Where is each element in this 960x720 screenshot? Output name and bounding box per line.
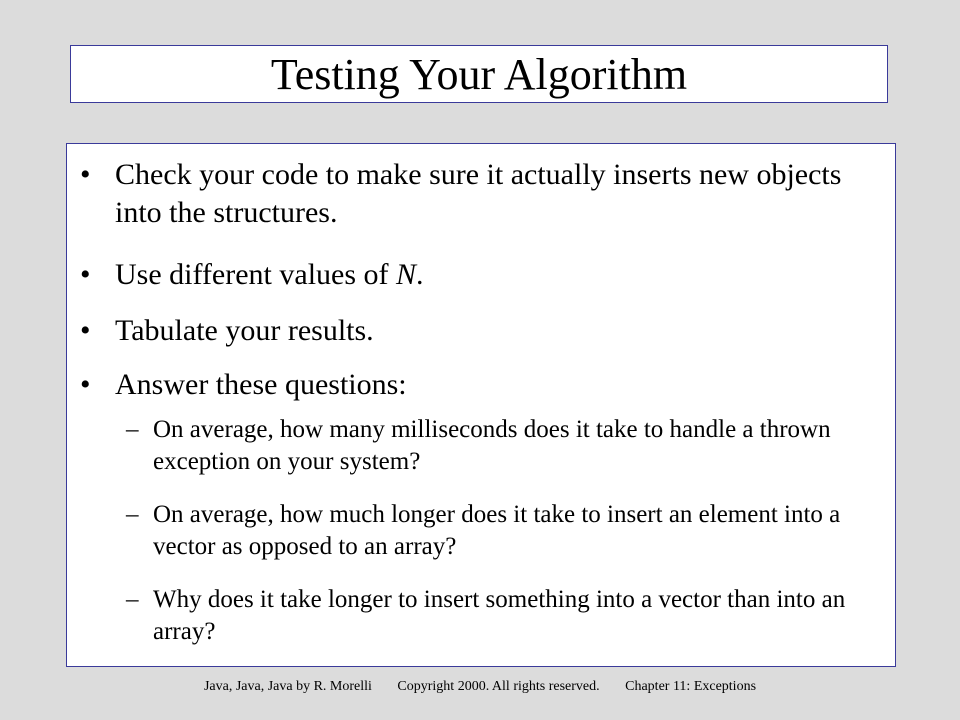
- bullet-marker: •: [80, 158, 91, 191]
- bullet-item: [80, 312, 860, 350]
- bullet-marker: •: [80, 314, 91, 347]
- sub-bullet-marker: –: [126, 586, 139, 613]
- footer-book: Java, Java, Java by R. Morelli: [203, 679, 372, 694]
- slide-content-box: [66, 143, 896, 667]
- bullet-text: Tabulate your results.: [115, 314, 374, 347]
- bullet-item: [80, 156, 860, 232]
- bullet-text-end: .: [416, 258, 424, 291]
- bullet-text-start: Use different values of: [115, 258, 397, 291]
- bullet-marker: •: [80, 258, 91, 291]
- bullet-text-emphasis: N: [396, 258, 417, 291]
- sub-bullet-marker: –: [126, 501, 139, 528]
- bullet-text: Answer these questions:: [115, 368, 407, 401]
- slide-title-box: [70, 45, 888, 103]
- footer-copyright: Copyright 2000. All rights reserved.: [397, 679, 600, 694]
- bullet-text: Check your code to make sure it actually inserts new objects into the structures.: [115, 158, 842, 229]
- sub-bullet-text: Why does it take longer to insert something into a vector than into an array?: [153, 586, 846, 645]
- sub-bullet-item: [126, 499, 866, 563]
- bullet-item: [80, 256, 860, 294]
- sub-bullet-marker: –: [126, 416, 139, 443]
- sub-bullet-item: [126, 414, 866, 478]
- sub-bullet-item: [126, 584, 866, 648]
- sub-bullet-text: On average, how much longer does it take to insert an element into a vector as opposed to an array?: [153, 501, 841, 560]
- bullet-item: [80, 366, 860, 404]
- footer-chapter: Chapter 11: Exceptions: [625, 679, 757, 694]
- slide-footer: [0, 678, 960, 696]
- slide-title: Testing Your Algorithm: [270, 50, 688, 99]
- bullet-marker: •: [80, 368, 91, 401]
- sub-bullet-text: On average, how many milliseconds does it take to handle a thrown exception on your system?: [153, 416, 831, 475]
- bullet-text: [115, 256, 860, 294]
